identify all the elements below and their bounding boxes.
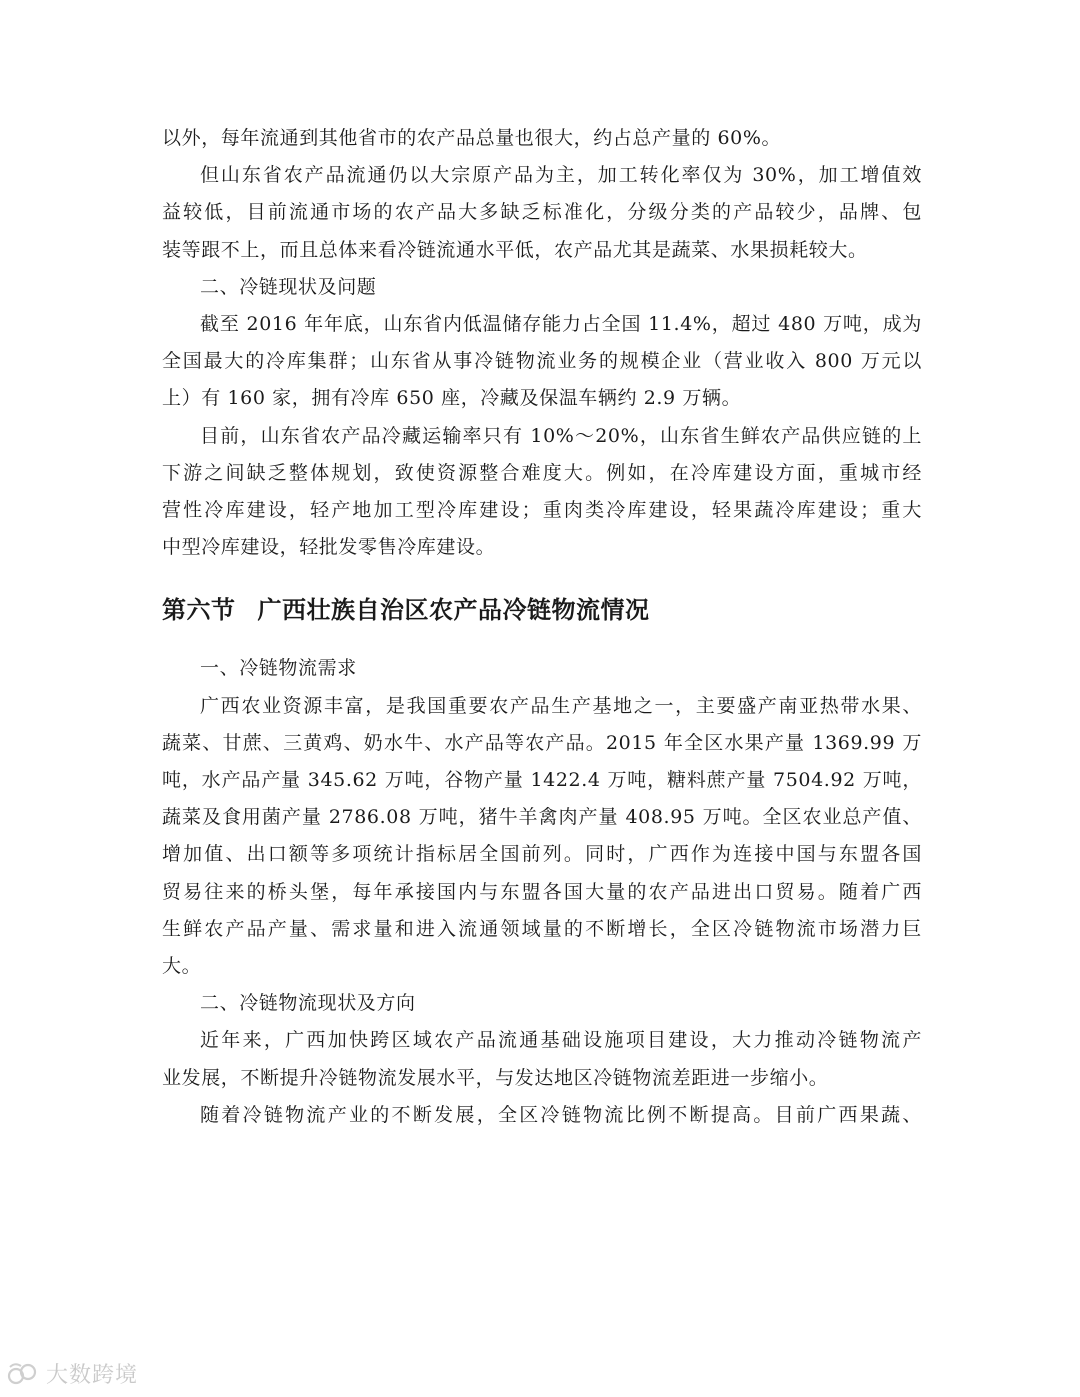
subheading-demand: 一、冷链物流需求 xyxy=(200,657,357,680)
text-line: 广西农业资源丰富，是我国重要农产品生产基地之一，主要盛产南亚热带水果、 xyxy=(200,694,922,717)
paragraph-guangxi-resources xyxy=(162,688,922,986)
subheading-cold-chain-status: 二、冷链现状及问题 xyxy=(200,275,377,298)
text-line: 营性冷库建设，轻产地加工型冷库建设；重肉类冷库建设，轻果蔬冷库建设；重大 xyxy=(162,499,922,522)
text-line: 上）有 160 家，拥有冷库 650 座，冷藏及保温车辆约 2.9 万辆。 xyxy=(162,387,742,410)
paragraph-shandong-capacity xyxy=(162,306,922,418)
text-line: 蔬菜及食用菌产量 2786.08 万吨，猪牛羊禽肉产量 408.95 万吨。全区农业总产值、 xyxy=(162,806,922,829)
paragraph-guangxi-recent xyxy=(162,1022,922,1096)
text-line: 随着冷链物流产业的不断发展，全区冷链物流比例不断提高。目前广西果蔬、 xyxy=(200,1103,922,1126)
text-line: 吨，水产品产量 345.62 万吨，谷物产量 1422.4 万吨，糖料蔗产量 7504.92 万吨， xyxy=(162,769,922,792)
text-line: 下游之间缺乏整体规划，致使资源整合难度大。例如，在冷库建设方面，重城市经 xyxy=(162,461,922,484)
text-line: 贸易往来的桥头堡，每年承接国内与东盟各国大量的农产品进出口贸易。随着广西 xyxy=(162,880,922,903)
text-line: 以外，每年流通到其他省市的农产品总量也很大，约占总产量的 60%。 xyxy=(162,127,782,149)
text-line: 但山东省农产品流通仍以大宗原产品为主，加工转化率仅为 30%，加工增值效 xyxy=(200,164,922,187)
text-line: 截至 2016 年年底，山东省内低温储存能力占全国 11.4%，超过 480 万吨，成为 xyxy=(200,313,922,336)
watermark-text: 大数跨境 xyxy=(46,1363,139,1388)
text-line: 装等跟不上，而且总体来看冷链流通水平低，农产品尤其是蔬菜、水果损耗较大。 xyxy=(162,238,868,261)
text-line: 蔬菜、甘蔗、三黄鸡、奶水牛、水产品等农产品。2015 年全区水果产量 1369.99 万 xyxy=(162,731,922,754)
document-page xyxy=(162,120,922,1134)
paragraph-guangxi-development xyxy=(162,1097,922,1134)
text-line: 益较低，目前流通市场的农产品大多缺乏标准化，分级分类的产品较少，品牌、包 xyxy=(162,201,922,224)
subheading-status-direction: 二、冷链物流现状及方向 xyxy=(200,992,416,1015)
text-line: 近年来，广西加快跨区域农产品流通基础设施项目建设，大力推动冷链物流产 xyxy=(200,1029,922,1052)
section-title: 广西壮族自治区农产品冷链物流情况 xyxy=(257,596,650,625)
text-line: 增加值、出口额等多项统计指标居全国前列。同时，广西作为连接中国与东盟各国 xyxy=(162,843,922,866)
logo-icon xyxy=(6,1361,40,1387)
section-heading xyxy=(162,592,922,628)
paragraph-shandong-processing xyxy=(162,157,922,269)
watermark xyxy=(6,1358,138,1389)
paragraph-continuation xyxy=(162,120,922,157)
text-line: 生鲜农产品产量、需求量和进入流通领域量的不断增长，全区冷链物流市场潜力巨 xyxy=(162,917,922,940)
text-line: 业发展，不断提升冷链物流发展水平，与发达地区冷链物流差距进一步缩小。 xyxy=(162,1066,829,1089)
text-line: 中型冷库建设，轻批发零售冷库建设。 xyxy=(162,536,496,559)
text-line: 目前，山东省农产品冷藏运输率只有 10%～20%，山东省生鲜农产品供应链的上 xyxy=(200,424,922,447)
text-line: 全国最大的冷库集群；山东省从事冷链物流业务的规模企业（营业收入 800 万元以 xyxy=(162,350,922,373)
section-number: 第六节 xyxy=(162,596,236,625)
text-line: 大。 xyxy=(162,955,202,978)
paragraph-shandong-problems xyxy=(162,418,922,567)
